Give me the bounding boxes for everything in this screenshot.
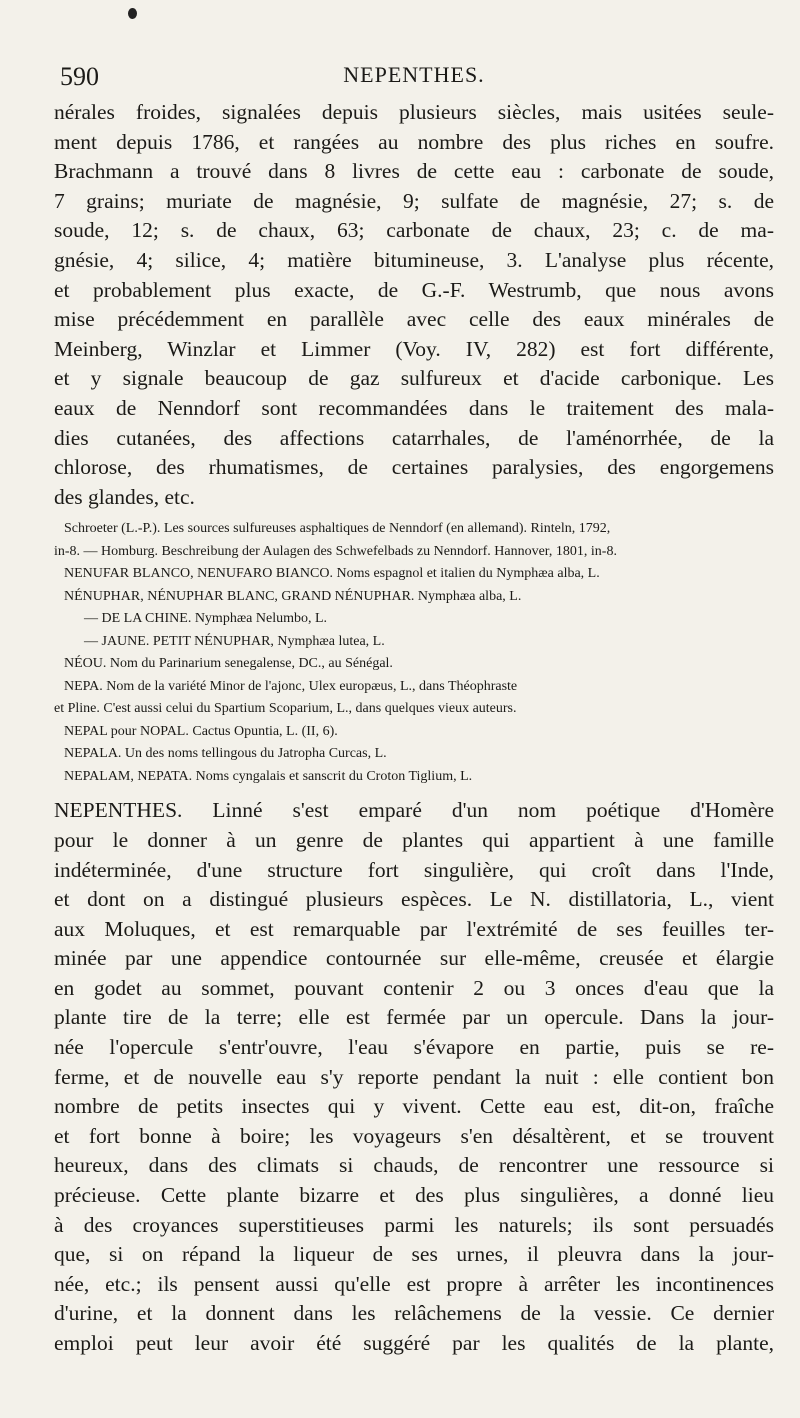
- nenndorf-line: chlorose, des rhumatismes, de certaines paralysies, des engorgemens: [54, 455, 774, 480]
- dictionary-entry: in-8. — Homburg. Beschreibung der Aulagen des Schwefelbads zu Nenndorf. Hannover, 1801, in-8.: [54, 543, 617, 559]
- running-title: NEPENTHES.: [343, 62, 485, 87]
- paragraph-nenndorf: [54, 98, 774, 512]
- nepenthes-line: heureux, dans des climats si chauds, de rencontrer une ressource si: [54, 1153, 774, 1178]
- nenndorf-line: dies cutanées, des affections catarrhales, de l'aménorrhée, de la: [54, 425, 774, 450]
- page: [54, 58, 774, 1359]
- nenndorf-line: soude, 12; s. de chaux, 63; carbonate de chaux, 23; c. de ma-: [54, 218, 774, 243]
- dictionary-entry: NEPA. Nom de la variété Minor de l'ajonc, Ulex europæus, L., dans Théophraste: [64, 678, 518, 694]
- dictionary-entry: NEPAL pour NOPAL. Cactus Opuntia, L. (II, 6).: [64, 723, 338, 739]
- nepenthes-line: précieuse. Cette plante bizarre et des plus singulières, a donné lieu: [54, 1183, 774, 1208]
- page-number: 590: [60, 62, 99, 91]
- dictionary-entry: — DE LA CHINE. Nymphæa Nelumbo, L.: [84, 611, 328, 627]
- nepenthes-line: née, etc.; ils pensent aussi qu'elle est propre à arrêter les incontinences: [54, 1271, 774, 1296]
- nenndorf-line: Brachmann a trouvé dans 8 livres de cette eau : carbonate de soude,: [54, 159, 774, 184]
- nepenthes-line: ferme, et de nouvelle eau s'y reporte pendant la nuit : elle contient bon: [54, 1064, 774, 1089]
- ink-mark: [128, 8, 137, 19]
- page-header: [54, 58, 774, 98]
- nepenthes-line: et dont on a distingué plusieurs espèces. Le N. distillatoria, L., vient: [54, 887, 774, 912]
- dictionary-entry: NEPALAM, NEPATA. Noms cyngalais et sanscrit du Croton Tiglium, L.: [64, 768, 473, 784]
- dictionary-entry: NÉOU. Nom du Parinarium senegalense, DC., au Sénégal.: [64, 656, 393, 672]
- nepenthes-line: à des croyances superstitieuses parmi les naturels; ils sont persuadés: [54, 1212, 774, 1237]
- nepenthes-line: emploi peut leur avoir été suggéré par les qualités de la plante,: [54, 1331, 774, 1355]
- nenndorf-line: ment depuis 1786, et rangées au nombre des plus riches en soufre.: [54, 129, 774, 154]
- nepenthes-line: née l'opercule s'entr'ouvre, l'eau s'évapore en partie, puis se re-: [54, 1035, 774, 1060]
- dictionary-entry: — JAUNE. PETIT NÉNUPHAR, Nymphæa lutea, L.: [84, 633, 385, 649]
- nenndorf-line: Meinberg, Winzlar et Limmer (Voy. IV, 282) est fort différente,: [54, 336, 774, 361]
- dictionary-entries: [54, 518, 774, 788]
- dictionary-entry: NÉNUPHAR, NÉNUPHAR BLANC, GRAND NÉNUPHAR. Nymphæa alba, L.: [64, 588, 522, 604]
- nenndorf-line: gnésie, 4; silice, 4; matière bitumineuse, 3. L'analyse plus récente,: [54, 247, 774, 272]
- nepenthes-line: minée par une appendice contournée sur elle-même, creusée et élargie: [54, 946, 774, 971]
- nenndorf-line: mise précédemment en parallèle avec celle des eaux minérales de: [54, 307, 774, 332]
- paragraph-nepenthes: [54, 796, 774, 1358]
- nepenthes-line: et fort bonne à boire; les voyageurs s'en désaltèrent, et se trouvent: [54, 1123, 774, 1148]
- dictionary-entry: Schroeter (L.-P.). Les sources sulfureuses asphaltiques de Nenndorf (en allemand). Rinteln, 1792,: [64, 521, 611, 537]
- nenndorf-line: et probablement plus exacte, de G.-F. Westrumb, que nous avons: [54, 277, 774, 302]
- nepenthes-line: que, si on répand la liqueur de ses urnes, il pleuvra dans la jour-: [54, 1242, 774, 1267]
- nepenthes-line: NEPENTHES. Linné s'est emparé d'un nom poétique d'Homère: [54, 798, 774, 823]
- nepenthes-line: indéterminée, d'une structure fort singulière, qui croît dans l'Inde,: [54, 857, 774, 882]
- nepenthes-line: nombre de petits insectes qui y vivent. Cette eau est, dit-on, fraîche: [54, 1094, 774, 1119]
- dictionary-entry: et Pline. C'est aussi celui du Spartium Scoparium, L., dans quelques vieux auteurs.: [54, 701, 517, 717]
- dictionary-entry: NEPALA. Un des noms tellingous du Jatropha Curcas, L.: [64, 746, 387, 762]
- dictionary-entry: NENUFAR BLANCO, NENUFARO BIANCO. Noms espagnol et italien du Nymphæa alba, L.: [64, 566, 600, 582]
- nenndorf-line: et y signale beaucoup de gaz sulfureux et d'acide carbonique. Les: [54, 366, 774, 391]
- nepenthes-line: plante tire de la terre; elle est fermée par un opercule. Dans la jour-: [54, 1005, 774, 1030]
- nepenthes-line: en godet au sommet, pouvant contenir 2 ou 3 onces d'eau que la: [54, 975, 774, 1000]
- nenndorf-line: 7 grains; muriate de magnésie, 9; sulfate de magnésie, 27; s. de: [54, 188, 774, 213]
- nepenthes-line: d'urine, et la donnent dans les relâchemens de la vessie. Ce dernier: [54, 1301, 774, 1326]
- nenndorf-line: des glandes, etc.: [54, 484, 195, 509]
- nenndorf-line: nérales froides, signalées depuis plusieurs siècles, mais usitées seule-: [54, 100, 774, 124]
- nenndorf-line: eaux de Nenndorf sont recommandées dans le traitement des mala-: [54, 395, 774, 420]
- nepenthes-line: aux Moluques, et est remarquable par l'extrémité de ses feuilles ter-: [54, 916, 774, 941]
- nepenthes-line: pour le donner à un genre de plantes qui appartient à une famille: [54, 827, 774, 852]
